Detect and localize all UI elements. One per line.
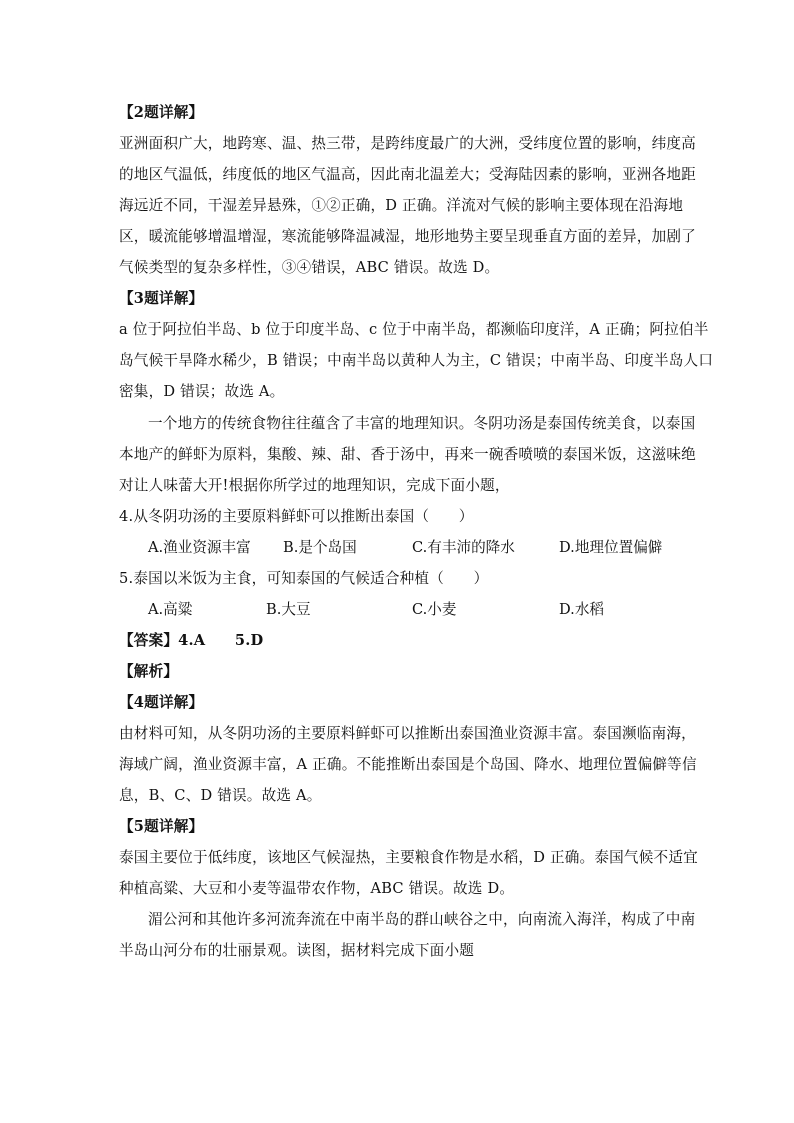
heading-q3-detail: 【3题详解】 [119,290,204,307]
material-1-line-1: 一个地方的传统食物往往蕴含了丰富的地理知识。冬阴功汤是泰国传统美食，以泰国 [148,415,696,432]
q5-option-d: D.水稻 [559,601,605,618]
question-4-stem: 4.从冬阴功汤的主要原料鲜虾可以推断出泰国（ ） [119,508,474,525]
q5-detail-line-2: 种植高粱、大豆和小麦等温带农作物，ABC 错误。故选 D。 [119,880,515,897]
material-1-line-2: 本地产的鲜虾为原料，集酸、辣、甜、香于汤中，再来一碗香喷喷的泰国米饭，这滋味绝 [119,446,696,463]
q4-option-c: C.有丰沛的降水 [412,539,515,556]
q4-option-b: B.是个岛国 [283,539,357,556]
q5-option-c: C.小麦 [412,601,457,618]
material-1-line-3: 对让人味蕾大开!根据你所学过的地理知识，完成下面小题， [119,477,510,494]
q5-option-b: B.大豆 [266,601,311,618]
q5-option-a: A.高粱 [148,601,193,618]
heading-q2-detail: 【2题详解】 [119,104,204,121]
q2-detail-line-3: 海远近不同，干湿差异悬殊，①②正确，D 正确。洋流对气候的影响主要体现在沿海地 [119,197,684,214]
q4-option-d: D.地理位置偏僻 [559,539,663,556]
material-2-line-1: 湄公河和其他许多河流奔流在中南半岛的群山峡谷之中，向南流入海洋，构成了中南 [148,911,696,928]
q4-option-a: A.渔业资源丰富 [148,539,251,556]
q4-detail-line-3: 息，B、C、D 错误。故选 A。 [119,787,322,804]
heading-q5-detail: 【5题详解】 [119,818,204,835]
q2-detail-line-2: 的地区气温低，纬度低的地区气温高，因此南北温差大；受海陆因素的影响，亚洲各地距 [119,166,696,183]
q3-detail-line-1: a 位于阿拉伯半岛、b 位于印度半岛、c 位于中南半岛，都濒临印度洋，A 正确；阿拉伯半 [119,321,709,338]
q2-detail-line-5: 气候类型的复杂多样性，③④错误，ABC 错误。故选 D。 [119,259,500,276]
question-5-stem: 5.泰国以米饭为主食，可知泰国的气候适合种植（ ） [119,570,489,587]
q3-detail-line-2: 岛气候干旱降水稀少，B 错误；中南半岛以黄种人为主，C 错误；中南半岛、印度半岛人口 [119,352,714,369]
q3-detail-line-3: 密集，D 错误；故选 A。 [119,383,285,400]
q4-detail-line-2: 海域广阔，渔业资源丰富，A 正确。不能推断出泰国是个岛国、降水、地理位置偏僻等信 [119,756,697,773]
q5-detail-line-1: 泰国主要位于低纬度，该地区气候湿热，主要粮食作物是水稻，D 正确。泰国气候不适宜 [119,849,698,866]
q4-detail-line-1: 由材料可知，从冬阴功汤的主要原料鲜虾可以推断出泰国渔业资源丰富。泰国濒临南海， [119,725,696,742]
q2-detail-line-4: 区，暖流能够增温增湿，寒流能够降温减湿，地形地势主要呈现垂直方面的差异，加剧了 [119,228,696,245]
analysis-heading: 【解析】 [119,663,179,680]
material-2-line-2: 半岛山河分布的壮丽景观。读图，据材料完成下面小题 [119,942,475,959]
answer-line: 【答案】4.A 5.D [119,632,264,649]
heading-q4-detail: 【4题详解】 [119,694,204,711]
q2-detail-line-1: 亚洲面积广大，地跨寒、温、热三带，是跨纬度最广的大洲，受纬度位置的影响，纬度高 [119,135,696,152]
